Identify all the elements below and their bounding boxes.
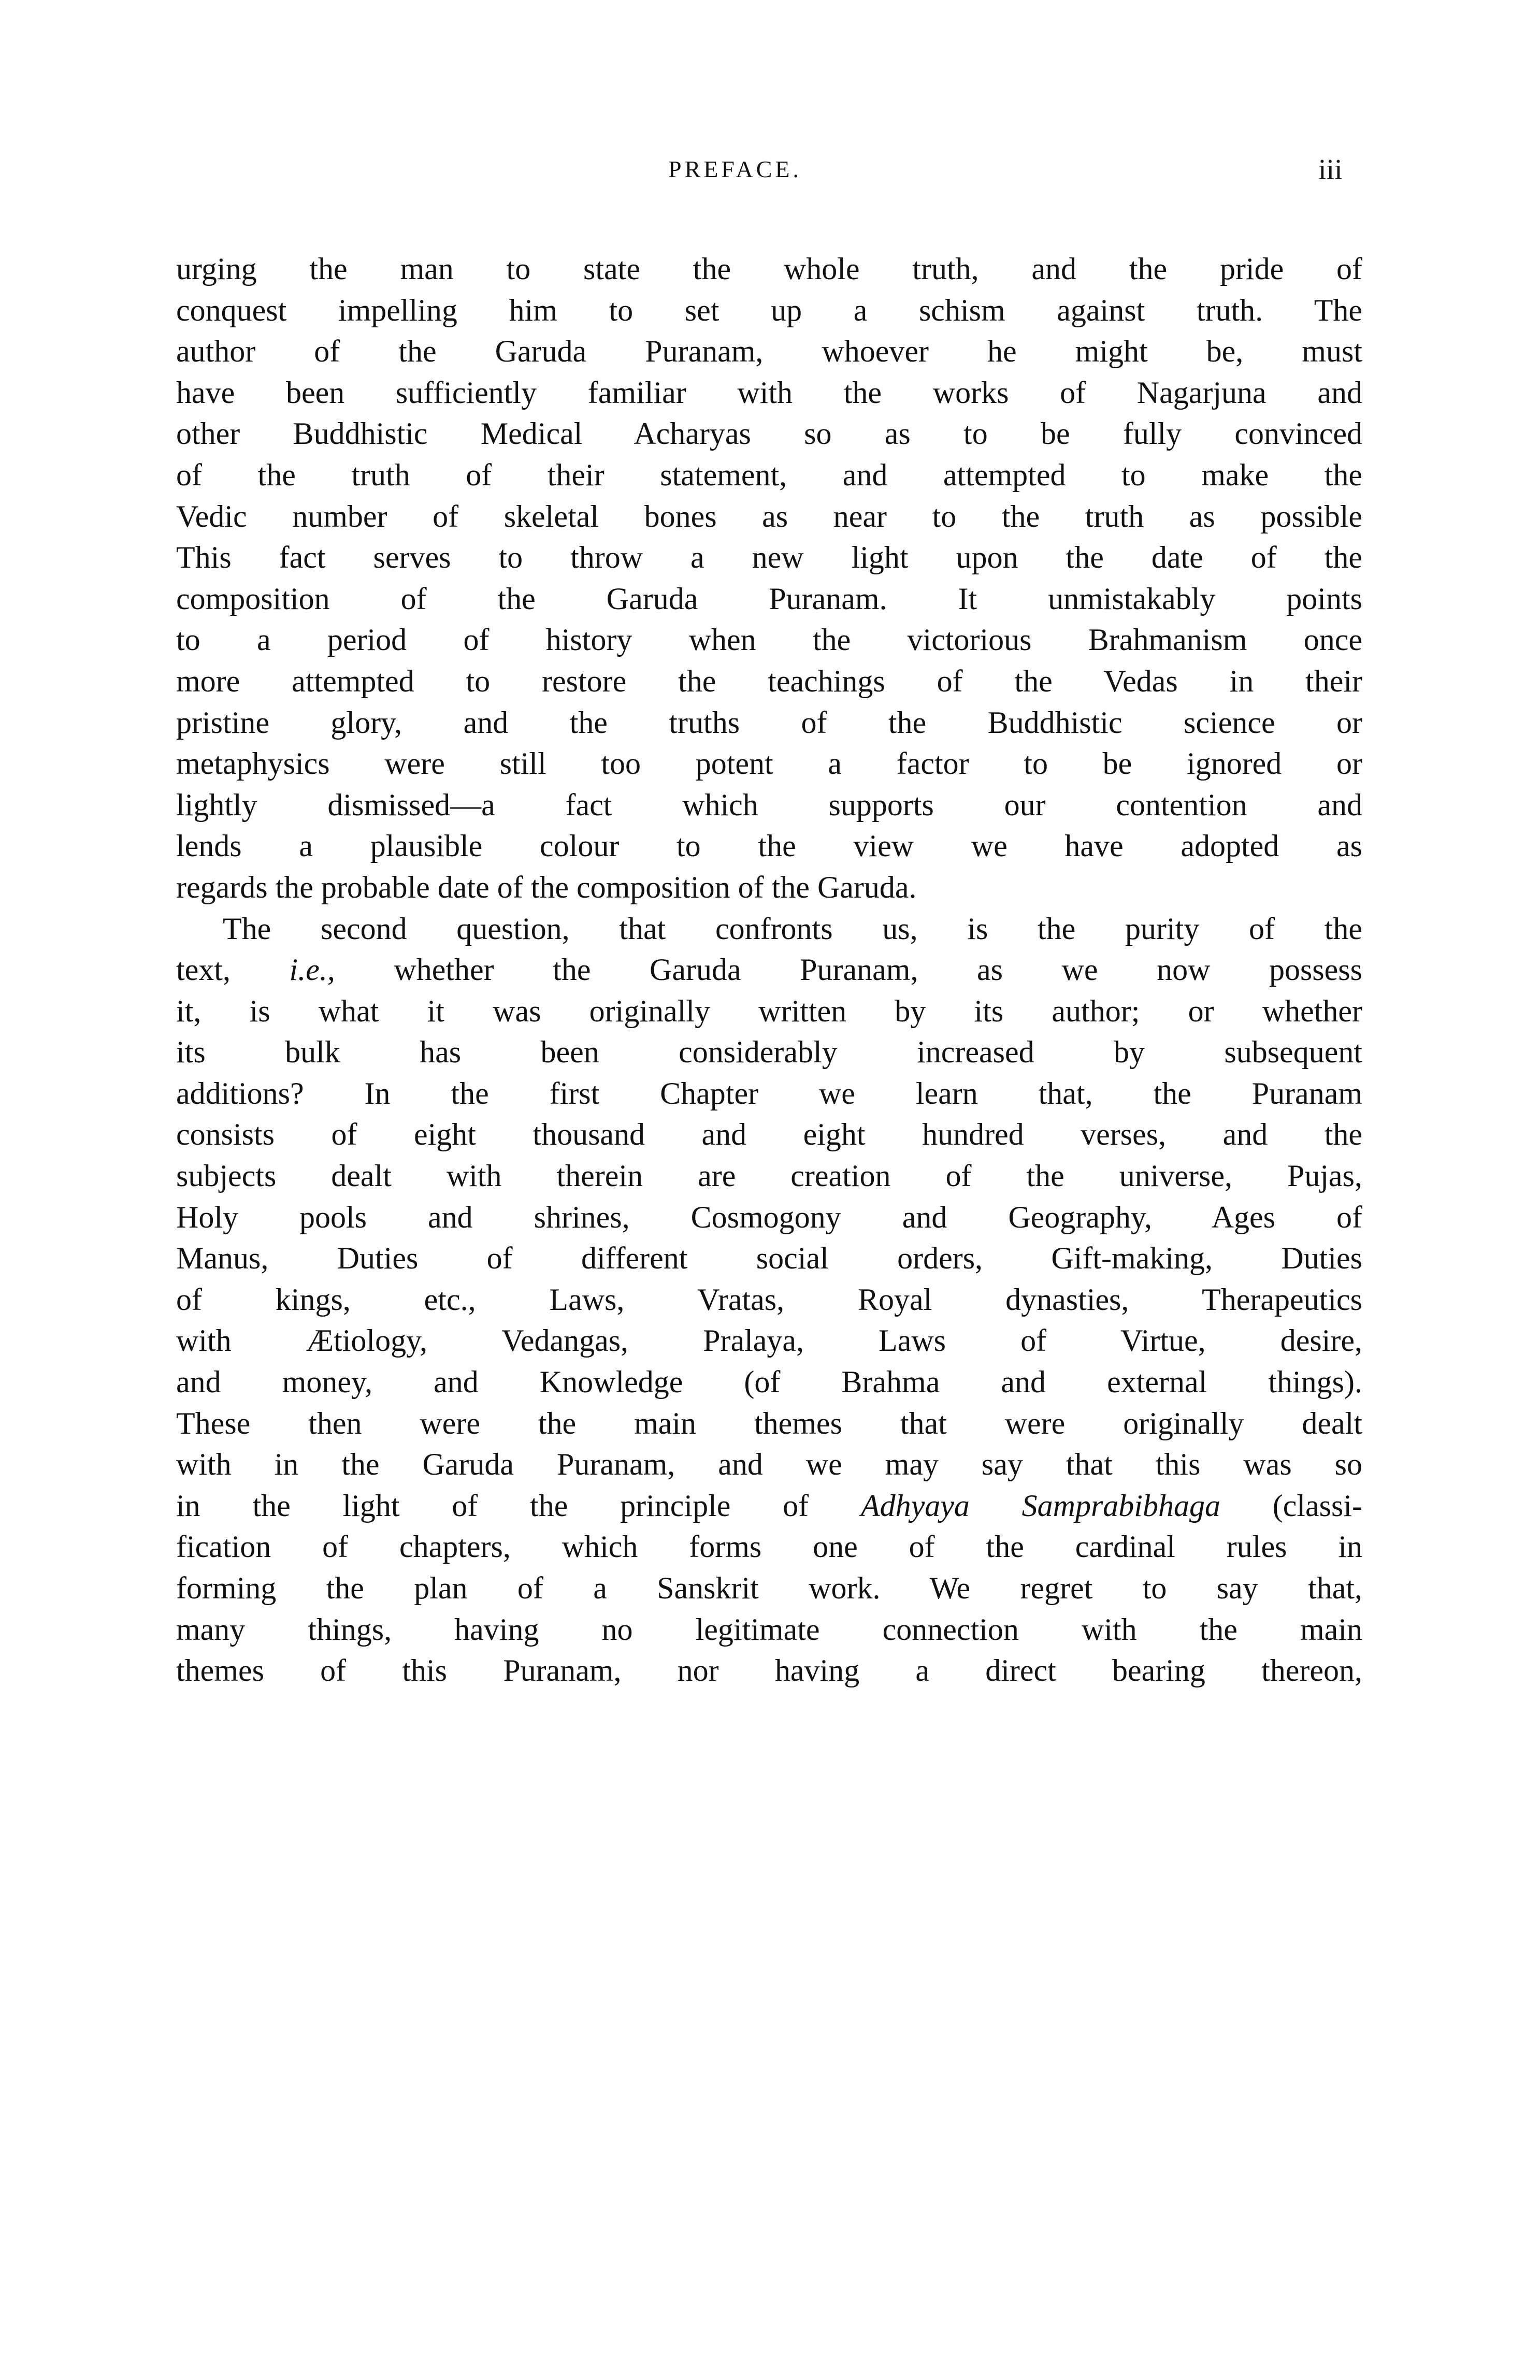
text-line bbox=[176, 702, 1362, 744]
text-line-content bbox=[176, 496, 1362, 538]
text-line-content bbox=[176, 1279, 1362, 1321]
text-segment: pristine glory, and the truths of the Buddhistic science or bbox=[176, 705, 1362, 740]
text-segment: fication of chapters, which forms one of the cardinal rules in bbox=[176, 1530, 1362, 1564]
text-segment: of kings, etc., Laws, Vratas, Royal dynasties, Therapeutics bbox=[176, 1282, 1362, 1317]
text-segment: Holy pools and shrines, Cosmogony and Geography, Ages of bbox=[176, 1200, 1362, 1234]
text-segment: lends a plausible colour to the view we have adopted as bbox=[176, 829, 1362, 863]
text-line-content bbox=[176, 1568, 1362, 1609]
text-line bbox=[176, 1032, 1362, 1073]
text-line-content bbox=[176, 413, 1362, 455]
text-line-content bbox=[223, 908, 1362, 950]
text-line bbox=[176, 1073, 1362, 1115]
text-segment: consists of eight thousand and eight hundred verses, and the bbox=[176, 1117, 1362, 1152]
text-segment: The second question, that confronts us, is the purity of the bbox=[223, 911, 1362, 946]
page-number: iii bbox=[1318, 154, 1343, 186]
text-line-content bbox=[176, 579, 1362, 620]
text-line bbox=[176, 1156, 1362, 1197]
text-line-content bbox=[176, 1320, 1362, 1362]
text-line-content bbox=[176, 537, 1362, 579]
text-line bbox=[176, 785, 1362, 826]
text-segment: author of the Garuda Puranam, whoever he might be, must bbox=[176, 334, 1362, 369]
italic-term: i.e., bbox=[289, 953, 335, 987]
text-line bbox=[176, 826, 1362, 867]
text-segment: This fact serves to throw a new light upon the date of the bbox=[176, 540, 1362, 575]
text-segment: more attempted to restore the teachings of the Vedas in their bbox=[176, 663, 1362, 698]
text-line-content bbox=[176, 702, 1362, 744]
text-line bbox=[176, 1362, 1362, 1403]
text-line-content bbox=[176, 826, 1362, 867]
text-line-content bbox=[176, 1238, 1362, 1279]
text-line-content bbox=[176, 619, 1362, 661]
text-line-content bbox=[176, 1114, 1362, 1156]
text-line bbox=[176, 1650, 1362, 1692]
text-segment: additions? In the first Chapter we learn that, the Puranam bbox=[176, 1076, 1362, 1110]
text-segment: conquest impelling him to set up a schism against truth. The bbox=[176, 293, 1362, 327]
text-line bbox=[176, 908, 1362, 950]
text-segment: These then were the main themes that were originally dealt bbox=[176, 1406, 1362, 1440]
text-segment: lightly dismissed—a fact which supports our contention and bbox=[176, 787, 1362, 822]
text-line bbox=[176, 455, 1362, 496]
text-segment: subjects dealt with therein are creation of the universe, Pujas, bbox=[176, 1159, 1362, 1193]
text-line bbox=[176, 991, 1362, 1032]
text-line-content bbox=[176, 1609, 1362, 1651]
text-line bbox=[176, 1526, 1362, 1568]
text-line bbox=[176, 290, 1362, 331]
text-line bbox=[176, 1197, 1362, 1238]
text-line bbox=[176, 1568, 1362, 1609]
text-line-content bbox=[176, 1032, 1362, 1073]
text-line-content bbox=[176, 991, 1362, 1032]
italic-term: Adhyaya Samprabibhaga bbox=[860, 1488, 1220, 1523]
text-line-content bbox=[176, 1362, 1362, 1403]
text-line bbox=[176, 867, 1362, 908]
text-segment: in the light of the principle of bbox=[176, 1488, 861, 1523]
text-segment: it, is what it was originally written by its author; or whether bbox=[176, 993, 1362, 1028]
text-line bbox=[176, 249, 1362, 290]
text-line bbox=[176, 579, 1362, 620]
text-line-content bbox=[176, 1444, 1362, 1485]
text-segment: (classi- bbox=[1220, 1488, 1363, 1523]
text-segment: with Ætiology, Vedangas, Pralaya, Laws of Virtue, desire, bbox=[176, 1323, 1362, 1358]
text-line-content bbox=[176, 1485, 1362, 1527]
text-line bbox=[176, 1114, 1362, 1156]
text-line-content bbox=[176, 455, 1362, 496]
text-segment: Manus, Duties of different social orders, Gift-making, Duties bbox=[176, 1241, 1362, 1276]
text-segment: forming the plan of a Sanskrit work. We regret to say that, bbox=[176, 1571, 1362, 1605]
text-line-content bbox=[176, 1403, 1362, 1445]
text-line-content bbox=[176, 1526, 1362, 1568]
text-line bbox=[176, 496, 1362, 538]
text-segment: many things, having no legitimate connection with the main bbox=[176, 1612, 1362, 1647]
text-segment: metaphysics were still too potent a factor to be ignored or bbox=[176, 746, 1362, 781]
text-segment: themes of this Puranam, nor having a direct bearing thereon, bbox=[176, 1653, 1362, 1688]
text-line bbox=[176, 1444, 1362, 1485]
body-text bbox=[176, 249, 1362, 1692]
text-line-content bbox=[176, 949, 1362, 991]
text-segment: its bulk has been considerably increased by subsequent bbox=[176, 1035, 1362, 1070]
text-segment: composition of the Garuda Puranam. It unmistakably points bbox=[176, 581, 1362, 616]
text-line bbox=[176, 1238, 1362, 1279]
text-line bbox=[176, 1485, 1362, 1527]
text-line bbox=[176, 1320, 1362, 1362]
text-line bbox=[176, 1609, 1362, 1651]
text-line-content bbox=[176, 1073, 1362, 1115]
text-segment: and money, and Knowledge (of Brahma and external things). bbox=[176, 1365, 1362, 1400]
text-line bbox=[176, 743, 1362, 785]
text-segment: whether the Garuda Puranam, as we now possess bbox=[335, 953, 1362, 987]
text-line bbox=[176, 331, 1362, 372]
page-header bbox=[0, 155, 1540, 197]
text-segment: to a period of history when the victorious Brahmanism once bbox=[176, 623, 1362, 657]
text-segment: other Buddhistic Medical Acharyas so as to be fully convinced bbox=[176, 416, 1362, 451]
text-line bbox=[176, 949, 1362, 991]
text-line-content bbox=[176, 372, 1362, 414]
text-segment: Vedic number of skeletal bones as near to the truth as possible bbox=[176, 499, 1362, 533]
text-line bbox=[176, 1279, 1362, 1321]
text-line bbox=[176, 372, 1362, 414]
text-segment: regards the probable date of the composition of the Garuda. bbox=[176, 870, 917, 904]
text-segment: with in the Garuda Puranam, and we may say that this was so bbox=[176, 1447, 1362, 1482]
text-segment: have been sufficiently familiar with the works of Nagarjuna and bbox=[176, 375, 1362, 410]
text-line bbox=[176, 413, 1362, 455]
text-line-content bbox=[176, 867, 1362, 908]
text-line-content bbox=[176, 331, 1362, 372]
text-line-content bbox=[176, 743, 1362, 785]
text-line-content bbox=[176, 290, 1362, 331]
text-line-content bbox=[176, 1197, 1362, 1238]
text-line-content bbox=[176, 661, 1362, 702]
text-line bbox=[176, 1403, 1362, 1445]
text-line-content bbox=[176, 785, 1362, 826]
text-line bbox=[176, 661, 1362, 702]
text-line bbox=[176, 537, 1362, 579]
text-segment: urging the man to state the whole truth, and the pride of bbox=[176, 252, 1362, 286]
text-segment: of the truth of their statement, and attempted to make the bbox=[176, 457, 1362, 492]
running-title: PREFACE. bbox=[668, 156, 802, 182]
text-line bbox=[176, 619, 1362, 661]
text-line-content bbox=[176, 1650, 1362, 1692]
text-segment: text, bbox=[176, 953, 290, 987]
text-line-content bbox=[176, 249, 1362, 290]
text-line-content bbox=[176, 1156, 1362, 1197]
